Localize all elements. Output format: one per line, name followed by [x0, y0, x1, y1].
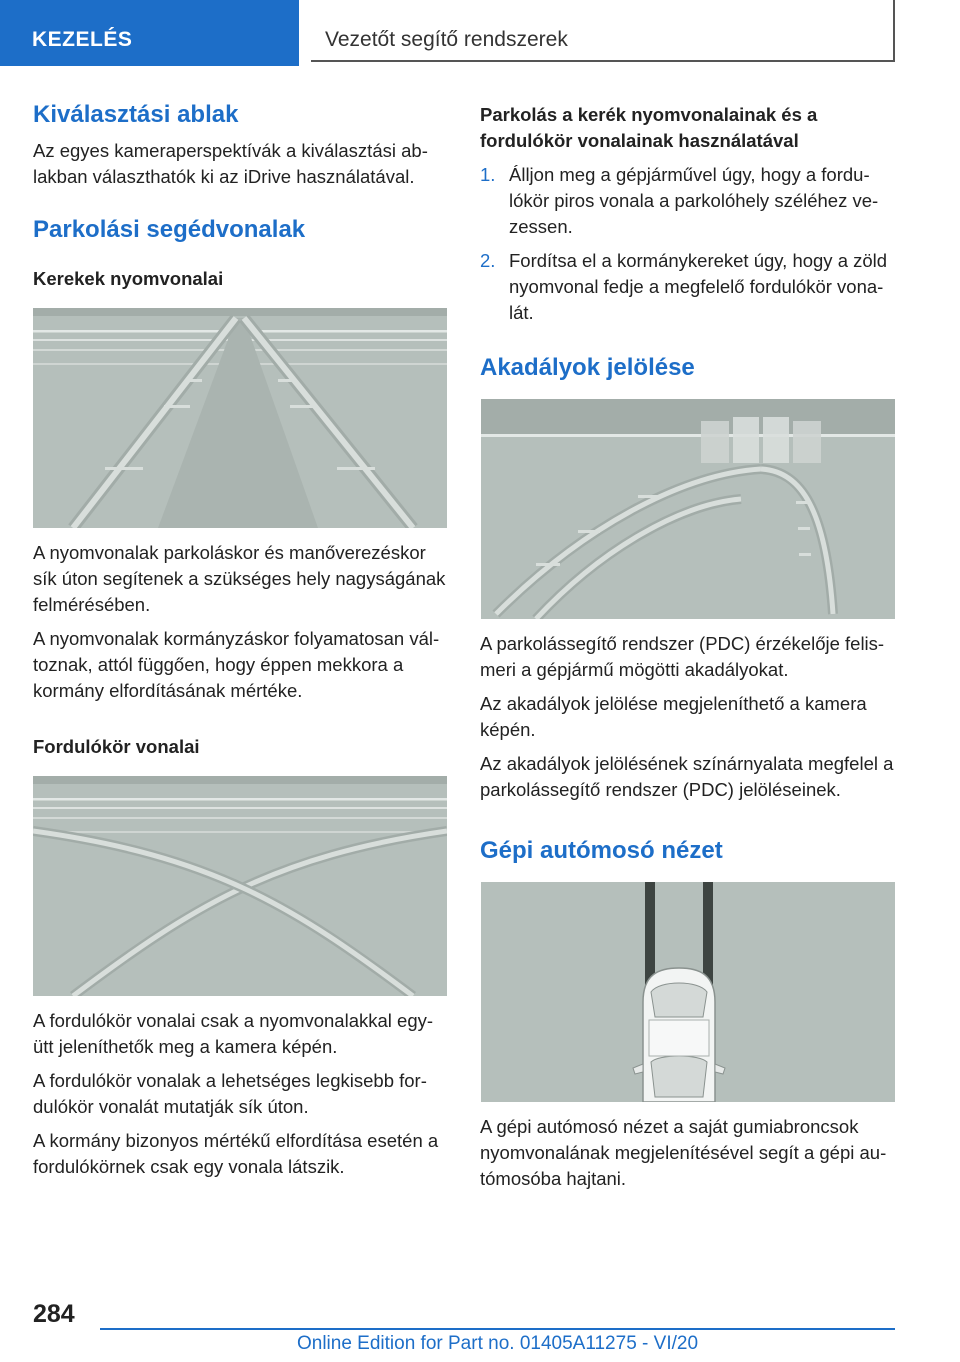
right-column	[480, 100, 896, 1192]
heading-carwash-view: Gépi autómosó nézet	[480, 837, 723, 864]
subheading-parking-with-lines: Parkolás a kerék nyomvonalainak és a fordulókör vonalainak használatával	[480, 104, 818, 151]
step-text: Fordítsa el a kormánykereket úgy, hogy a zöld nyomvonal fedje a megfelelő fordulókör vonalát.	[509, 250, 888, 323]
subheading-turning-circle: Fordulókör vonalai	[33, 736, 200, 757]
step-text: Álljon meg a gépjárművel úgy, hogy a fordulókör piros vonala a parkolóhely széléhez vezessen.	[509, 164, 879, 237]
para-carwash: A gépi autómosó nézet a saját gumiabroncsok nyomvonalának megjelenítésével segít a gépi autómosóba hajtani.	[480, 1116, 887, 1189]
para-selection-window: Az egyes kameraperspektívák a kiválasztási ablakban választhatók ki az iDrive használatával.	[33, 140, 428, 187]
left-column	[33, 100, 447, 1180]
header-section-label: KEZELÉS	[32, 28, 133, 51]
figure-carwash-view	[480, 882, 896, 1102]
para-turning-circle-2: A fordulókör vonalak a lehetséges legkisebb fordulókör vonalát mutatják sík úton.	[33, 1070, 427, 1117]
para-obstacle-3: Az akadályok jelölésének színárnyalata megfelel a parkolássegítő rendszer (PDC) jelöléseinek.	[480, 753, 894, 800]
steps-list	[480, 162, 896, 326]
header-section-tab	[0, 0, 299, 66]
para-wheel-tracks-2: A nyomvonalak kormányzáskor folyamatosan változnak, attól függően, hogy éppen mekkora a kormány elfordításának mértéke.	[33, 628, 440, 701]
heading-parking-guidelines: Parkolási segédvonalak	[33, 216, 306, 243]
heading-obstacle-marking: Akadályok jelölése	[480, 354, 695, 381]
footer-edition: Online Edition for Part no. 01405A11275 - VI/20	[296, 1333, 699, 1354]
subheading-wheel-tracks: Kerekek nyomvonalai	[33, 268, 224, 289]
step-item	[480, 162, 896, 240]
step-number: 1.	[480, 164, 496, 185]
figure-obstacle-marking	[480, 399, 896, 619]
figure-wheel-tracks	[33, 308, 447, 528]
para-wheel-tracks-1: A nyomvonalak parkoláskor és manőverezéskor sík úton segítenek a szükséges hely nagyságának felmérésében.	[33, 542, 446, 615]
para-turning-circle-3: A kormány bizonyos mértékű elfordítása esetén a fordulókörnek csak egy vonala látszik.	[33, 1130, 439, 1177]
footer-divider	[100, 1328, 895, 1330]
heading-selection-window: Kiválasztási ablak	[33, 101, 239, 128]
para-obstacle-2: Az akadályok jelölése megjeleníthető a kamera képén.	[480, 693, 867, 740]
page-number: 284	[33, 1300, 75, 1328]
step-item	[480, 248, 896, 326]
header-chapter-box	[311, 0, 895, 62]
step-number: 2.	[480, 250, 496, 271]
figure-turning-circle	[33, 776, 447, 996]
header-chapter-label: Vezetőt segítő rendszerek	[325, 28, 568, 51]
para-turning-circle-1: A fordulókör vonalai csak a nyomvonalakkal együtt jeleníthetők meg a kamera képén.	[33, 1010, 434, 1057]
para-obstacle-1: A parkolássegítő rendszer (PDC) érzékelője felismeri a gépjármű mögötti akadályokat.	[480, 633, 885, 680]
